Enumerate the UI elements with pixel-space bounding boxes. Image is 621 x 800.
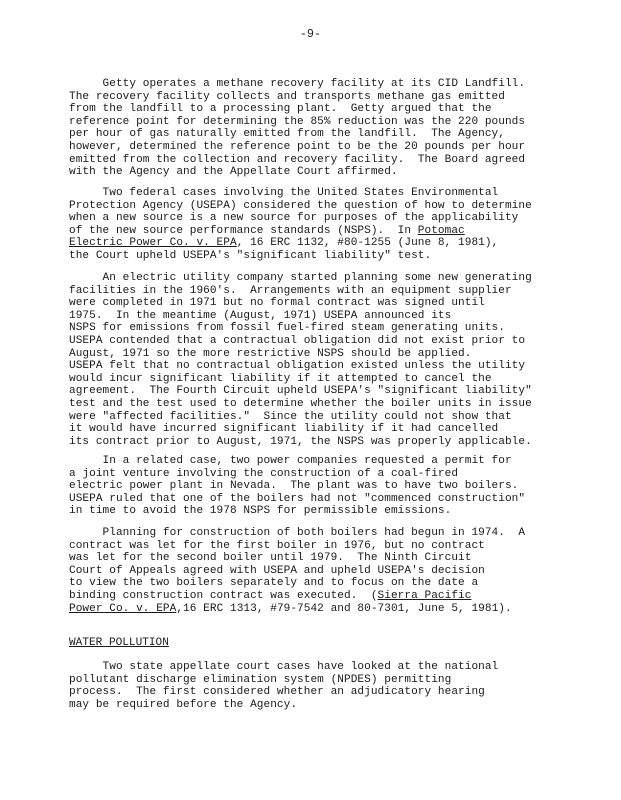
- text-line: Protection Agency (USEPA) considered the question of how to determine: [69, 199, 532, 212]
- section-heading-water-pollution: WATER POLLUTION: [69, 637, 169, 649]
- text-line: would incur significant liability if it attempted to cancel the: [69, 372, 492, 385]
- text-line: In a related case, two power companies requested a permit for: [69, 455, 512, 467]
- text-line: when a new source is a new source for purposes of the applicability: [69, 212, 519, 225]
- text-line: Planning for construction of both boilers had begun in 1974. A: [69, 527, 526, 539]
- text-line: from the landfill to a processing plant. Getty argued that the: [69, 103, 492, 116]
- paragraph-getty-landfill: [69, 78, 589, 179]
- paragraph-federal-cases: [69, 187, 589, 263]
- text-line: Two state appellate court cases have looked at the national: [69, 661, 499, 673]
- citation-sierra: ,16 ERC 1313, #79-7542 and 80-7301, June 5, 1981).: [176, 602, 512, 615]
- text-line: may be required before the Agency.: [69, 698, 298, 711]
- text-line: NSPS for emissions from fossil fuel-fired steam generating units.: [69, 322, 505, 335]
- text-line: its contract prior to August, 1971, the NSPS was properly applicable.: [69, 435, 532, 448]
- case-name-potomac-part2: Electric Power Co. v. EPA: [69, 237, 237, 250]
- text-line: process. The first considered whether an adjudicatory hearing: [69, 686, 485, 699]
- text-line: USEPA felt that no contractual obligation existed unless the utility: [69, 360, 526, 373]
- text-line: reference point for determining the 85% reduction was the 220 pounds: [69, 115, 526, 128]
- text-line: facilities in the 1960's. Arrangements with an equipment supplier: [69, 284, 512, 297]
- text-line: August, 1971 so the more restrictive NSPS should be applied.: [69, 347, 472, 360]
- case-name-sierra-part2: Power Co. v. EPA: [69, 602, 177, 615]
- text-line: binding construction contract was executed. (: [69, 589, 378, 602]
- text-line: of the new source performance standards (NSPS). In: [69, 224, 418, 237]
- text-line: with the Agency and the Appellate Court affirmed.: [69, 166, 398, 179]
- citation-potomac: , 16 ERC 1132, #80-1255 (June 8, 1981),: [236, 237, 499, 250]
- text-line: An electric utility company started planning some new generating: [69, 272, 532, 284]
- text-line: Two federal cases involving the United States Environmental: [69, 187, 499, 199]
- text-line: agreement. The Fourth Circuit upheld USEPA's "significant liability": [69, 385, 532, 398]
- text-line: Court of Appeals agreed with USEPA and upheld USEPA's decision: [69, 564, 485, 577]
- text-line: USEPA contended that a contractual obligation did not exist prior to: [69, 334, 526, 347]
- text-line: Getty operates a methane recovery facility at its CID Landfill.: [69, 78, 526, 90]
- case-name-sierra-part1: Sierra Pacific: [377, 589, 472, 602]
- text-line: USEPA ruled that one of the boilers had not "commenced construction": [69, 492, 526, 505]
- text-line: 1975. In the meantime (August, 1971) USEPA announced its: [69, 309, 452, 322]
- text-line: electric power plant in Nevada. The plant was to have two boilers.: [69, 480, 519, 493]
- paragraph-related-case: [69, 455, 589, 518]
- paragraph-npdes: [69, 661, 589, 711]
- text-line: test and the test used to determine whether the boiler units in issue: [69, 397, 532, 410]
- case-name-potomac-part1: Potomac: [417, 224, 465, 237]
- text-line: were "affected facilities." Since the utility could not show that: [69, 410, 512, 423]
- text-line: it would have incurred significant liability if it had cancelled: [69, 423, 499, 436]
- paragraph-boiler-construction: [69, 527, 589, 615]
- page-number: -9-: [299, 28, 322, 41]
- text-line: the Court upheld USEPA's "significant liability" test.: [69, 249, 432, 262]
- text-line: to view the two boilers separately and to focus on the date a: [69, 577, 479, 590]
- text-line: emitted from the collection and recovery facility. The Board agreed: [69, 153, 526, 166]
- text-line: in time to avoid the 1978 NSPS for permissible emissions.: [69, 505, 452, 518]
- text-line: contract was let for the first boiler in 1976, but no contract: [69, 539, 485, 552]
- text-line: per hour of gas naturally emitted from the landfill. The Agency,: [69, 128, 505, 141]
- paragraph-electric-utility: [69, 272, 589, 448]
- text-line: were completed in 1971 but no formal contract was signed until: [69, 297, 485, 310]
- text-line: a joint venture involving the construction of a coal-fired: [69, 467, 459, 480]
- text-line: was let for the second boiler until 1979. The Ninth Circuit: [69, 552, 472, 565]
- text-line: however, determined the reference point to be the 20 pounds per hour: [69, 140, 526, 153]
- text-line: pollutant discharge elimination system (NPDES) permitting: [69, 673, 452, 686]
- text-line: The recovery facility collects and transports methane gas emitted: [69, 90, 505, 103]
